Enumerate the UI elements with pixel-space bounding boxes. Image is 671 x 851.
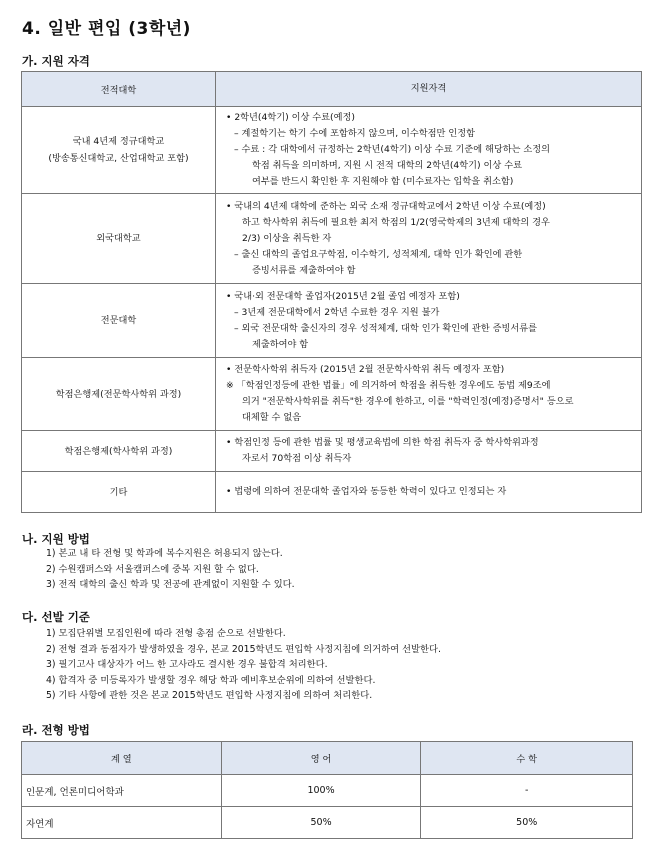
school-type-cell: [22, 472, 216, 513]
eligibility-table: [21, 71, 642, 513]
qualification-line: • 전문학사학위 취득자 (2015년 2월 전문학사학위 취득 예정자 포함): [226, 364, 505, 375]
qualification-line: – 3년제 전문대학에서 2학년 수료한 경우 지원 불가: [234, 306, 440, 318]
english-cell: 50%: [221, 807, 421, 839]
school-type-label: (방송통신대학교, 산업대학교 포함): [48, 153, 189, 164]
qualification-cell: [216, 431, 642, 472]
qualification-line: 여부를 반드시 확인한 후 지원해야 함 (미수료자는 입학을 취소함): [252, 176, 514, 187]
school-type-cell: [22, 284, 216, 358]
selection-criteria-list: [46, 626, 441, 704]
qualification-line: 제출하여야 함: [252, 338, 309, 350]
col-header-school: 전적대학: [22, 72, 216, 107]
qualification-line: • 2학년(4학기) 이상 수료(예정): [226, 112, 355, 123]
table-row: [22, 431, 642, 472]
application-method-list: [46, 546, 295, 593]
list-item: 5) 기타 사항에 관한 것은 본교 2015학년도 편입학 사정지침에 의하여 처리한다.: [46, 690, 373, 701]
math-cell: -: [421, 775, 633, 807]
table-row: [22, 107, 642, 194]
qualification-line: • 국내·외 전문대학 졸업자(2015년 2월 졸업 예정자 포함): [226, 290, 460, 302]
english-cell: 100%: [221, 775, 421, 807]
list-item: 3) 전적 대학의 출신 학과 및 전공에 관계없이 지원할 수 있다.: [46, 579, 295, 590]
col-header-math: 수 학: [421, 742, 633, 775]
qualification-cell: [216, 284, 642, 358]
school-type-cell: [22, 358, 216, 431]
school-type-label: 학점은행제(전문학사학위 과정): [55, 388, 182, 400]
math-cell: 50%: [421, 807, 633, 839]
qualification-line: • 국내의 4년제 대학에 준하는 외국 소재 정규대학교에서 2학년 이상 수료(예정): [226, 200, 546, 212]
school-type-cell: [22, 431, 216, 472]
qualification-line: 증빙서류를 제출하여야 함: [252, 264, 356, 276]
list-item: 3) 필기고사 대상자가 어느 한 고사라도 결시한 경우 불합격 처리한다.: [46, 659, 328, 670]
section-d-heading: 라. 전형 방법: [22, 723, 90, 737]
list-item: 2) 전형 결과 동점자가 발생하였을 경우, 본교 2015학년도 편입학 사정지침에 의거하여 선발한다.: [46, 643, 441, 655]
qualification-line: ※ 「학점인정등에 관한 법률」에 의거하여 학점을 취득한 경우에도 동법 제9조에: [226, 380, 551, 391]
evaluation-table: [21, 741, 633, 839]
school-type-label: 국내 4년제 정규대학교: [72, 136, 165, 147]
table-row: [22, 358, 642, 431]
section-b-heading: 나. 지원 방법: [22, 532, 90, 546]
col-header-qualification: 지원자격: [216, 72, 642, 107]
qualification-line: – 계절학기는 학기 수에 포함하지 않으며, 이수학점만 인정함: [234, 128, 475, 139]
table-row: [22, 807, 633, 839]
list-item: 1) 본교 내 타 전형 및 학과에 복수지원은 허용되지 않는다.: [46, 548, 283, 559]
qualification-cell: [216, 194, 642, 284]
table-row: [22, 194, 642, 284]
page-title: 4. 일반 편입 (3학년): [22, 19, 191, 39]
list-item: 1) 모집단위별 모집인원에 따라 전형 총점 순으로 선발한다.: [46, 628, 286, 639]
school-type-label: 학점은행제(학사학위 과정): [64, 445, 173, 457]
qualification-line: – 출신 대학의 졸업요구학점, 이수학기, 성적체계, 대학 인가 확인에 관한: [234, 248, 523, 260]
qualification-line: • 법령에 의하여 전문대학 졸업자와 동등한 학력이 있다고 인정되는 자: [226, 486, 507, 497]
track-cell: 인문계, 언론미디어학과: [22, 775, 222, 807]
qualification-line: • 학점인정 등에 관한 법률 및 평생교육법에 의한 학점 취득자 중 학사학위과정: [226, 437, 539, 448]
col-header-english: 영 어: [221, 742, 421, 775]
col-header-track: 계 열: [22, 742, 222, 775]
qualification-line: 자로서 70학점 이상 취득자: [242, 453, 352, 464]
qualification-line: – 수료 : 각 대학에서 규정하는 2학년(4학기) 이상 수료 기준에 해당하는 소정의: [234, 144, 551, 155]
list-item: 4) 합격자 중 미등록자가 발생할 경우 해당 학과 예비후보순위에 의하여 선발한다.: [46, 674, 376, 686]
qualification-line: – 외국 전문대학 출신자의 경우 성적체계, 대학 인가 확인에 관한 증빙서류를: [234, 322, 537, 334]
school-type-label: 외국대학교: [96, 233, 141, 244]
qualification-line: 대체할 수 없음: [242, 412, 302, 423]
school-type-label: 기타: [109, 486, 128, 498]
table-row: [22, 775, 633, 807]
section-a-heading: 가. 지원 자격: [22, 54, 90, 68]
qualification-line: 학점 취득을 의미하며, 지원 시 전적 대학의 2학년(4학기) 이상 수료: [252, 160, 522, 171]
section-c-heading: 다. 선발 기준: [22, 610, 90, 624]
qualification-cell: [216, 358, 642, 431]
table-row: [22, 284, 642, 358]
list-item: 2) 수원캠퍼스와 서울캠퍼스에 중복 지원 할 수 없다.: [46, 563, 259, 575]
school-type-label: 전문대학: [100, 315, 137, 326]
school-type-cell: [22, 194, 216, 284]
qualification-line: 하고 학사학위 취득에 필요한 최저 학점의 1/2(영국학제의 3년제 대학의 경우: [242, 216, 550, 228]
qualification-cell: [216, 107, 642, 194]
track-cell: 자연계: [22, 807, 222, 839]
table-row: [22, 472, 642, 513]
school-type-cell: [22, 107, 216, 194]
qualification-line: 의거 "전문학사학위를 취득"한 경우에 한하고, 이를 "학력인정(예정)증명서" 등으로: [242, 396, 574, 407]
qualification-line: 2/3) 이상을 취득한 자: [242, 232, 332, 244]
qualification-cell: [216, 472, 642, 513]
